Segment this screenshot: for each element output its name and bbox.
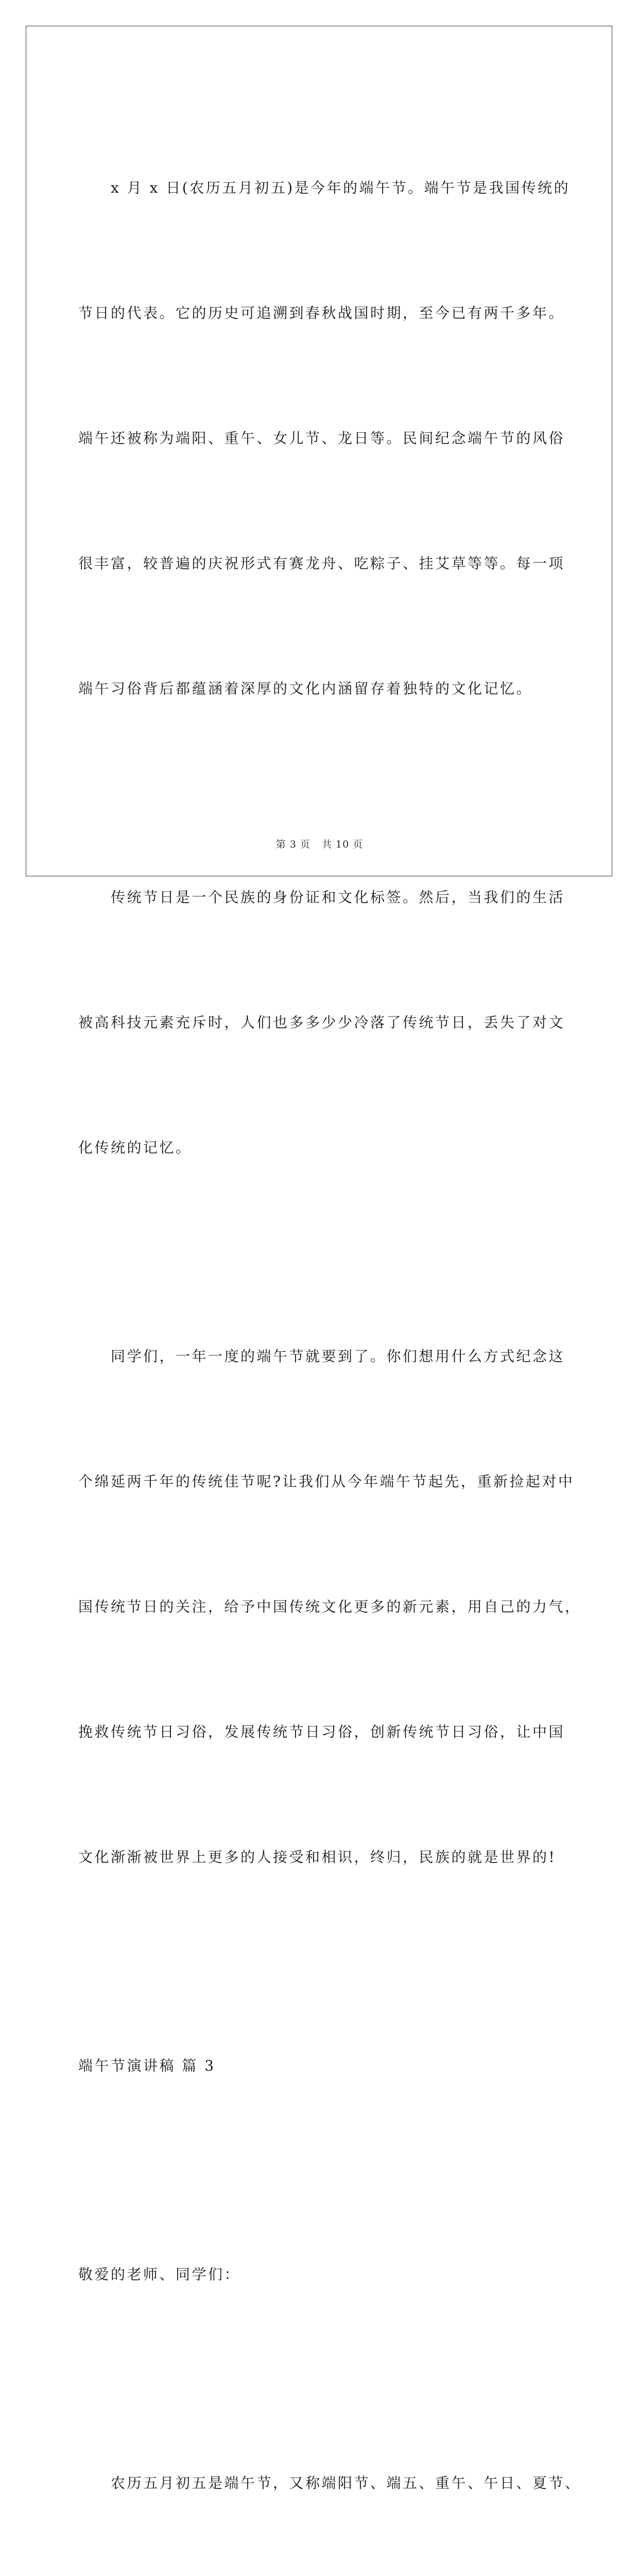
text-line: 被高科技元素充斥时，人们也多多少少冷落了传统节日，丢失了对文	[78, 1014, 565, 1031]
paragraph-3	[78, 1252, 581, 1961]
salutation	[78, 2170, 562, 2379]
paragraph-4	[78, 2379, 581, 2576]
document-body	[78, 83, 581, 2576]
paragraph-2	[78, 793, 565, 1252]
text-line: 文化渐渐被世界上更多的人接受和相识，终归，民族的就是世界的!	[78, 1849, 557, 1866]
paragraph-1	[78, 83, 571, 793]
text-line: 个绵延两千年的传统佳节呢?让我们从今年端午节起先，重新捡起对中	[78, 1473, 575, 1490]
text-line: 很丰富，较普遍的庆祝形式有赛龙舟、吃粽子、挂艾草等等。每一项	[78, 555, 565, 572]
page-total: 共 10 页	[321, 839, 364, 850]
text-line: 传统节日是一个民族的身份证和文化标签。然后，当我们的生活	[111, 889, 565, 906]
text-line: 端午习俗背后都蕴涵着深厚的文化内涵留存着独特的文化记忆。	[78, 680, 533, 697]
text-line: 节日的代表。它的历史可追溯到春秋战国时期，至今已有两千多年。	[78, 304, 565, 321]
text-line: 挽救传统节日习俗，发展传统节日习俗，创新传统节日习俗，让中国	[78, 1723, 565, 1740]
text-line: 农历五月初五是端午节，又称端阳节、端五、重午、午日、夏节、	[111, 2475, 581, 2492]
text-line: 端午还被称为端阳、重午、女儿节、龙日等。民间纪念端午节的风俗	[78, 430, 565, 447]
text-line: x 月 x 日(农历五月初五)是今年的端午节。端午节是我国传统的	[111, 179, 571, 196]
text-line: 同学们，一年一度的端午节就要到了。你们想用什么方式纪念这	[111, 1348, 565, 1365]
salutation-text: 敬爱的老师、同学们：	[78, 2266, 241, 2283]
section-heading	[78, 1961, 562, 2170]
text-line: 国传统节日的关注，给予中国传统文化更多的新元素，用自己的力气，	[78, 1598, 581, 1615]
page-footer	[0, 837, 639, 851]
text-line: 化传统的记忆。	[78, 1139, 192, 1156]
section-heading-text: 端午节演讲稿 篇 3	[78, 2057, 216, 2074]
page-number: 第 3 页	[275, 839, 310, 850]
